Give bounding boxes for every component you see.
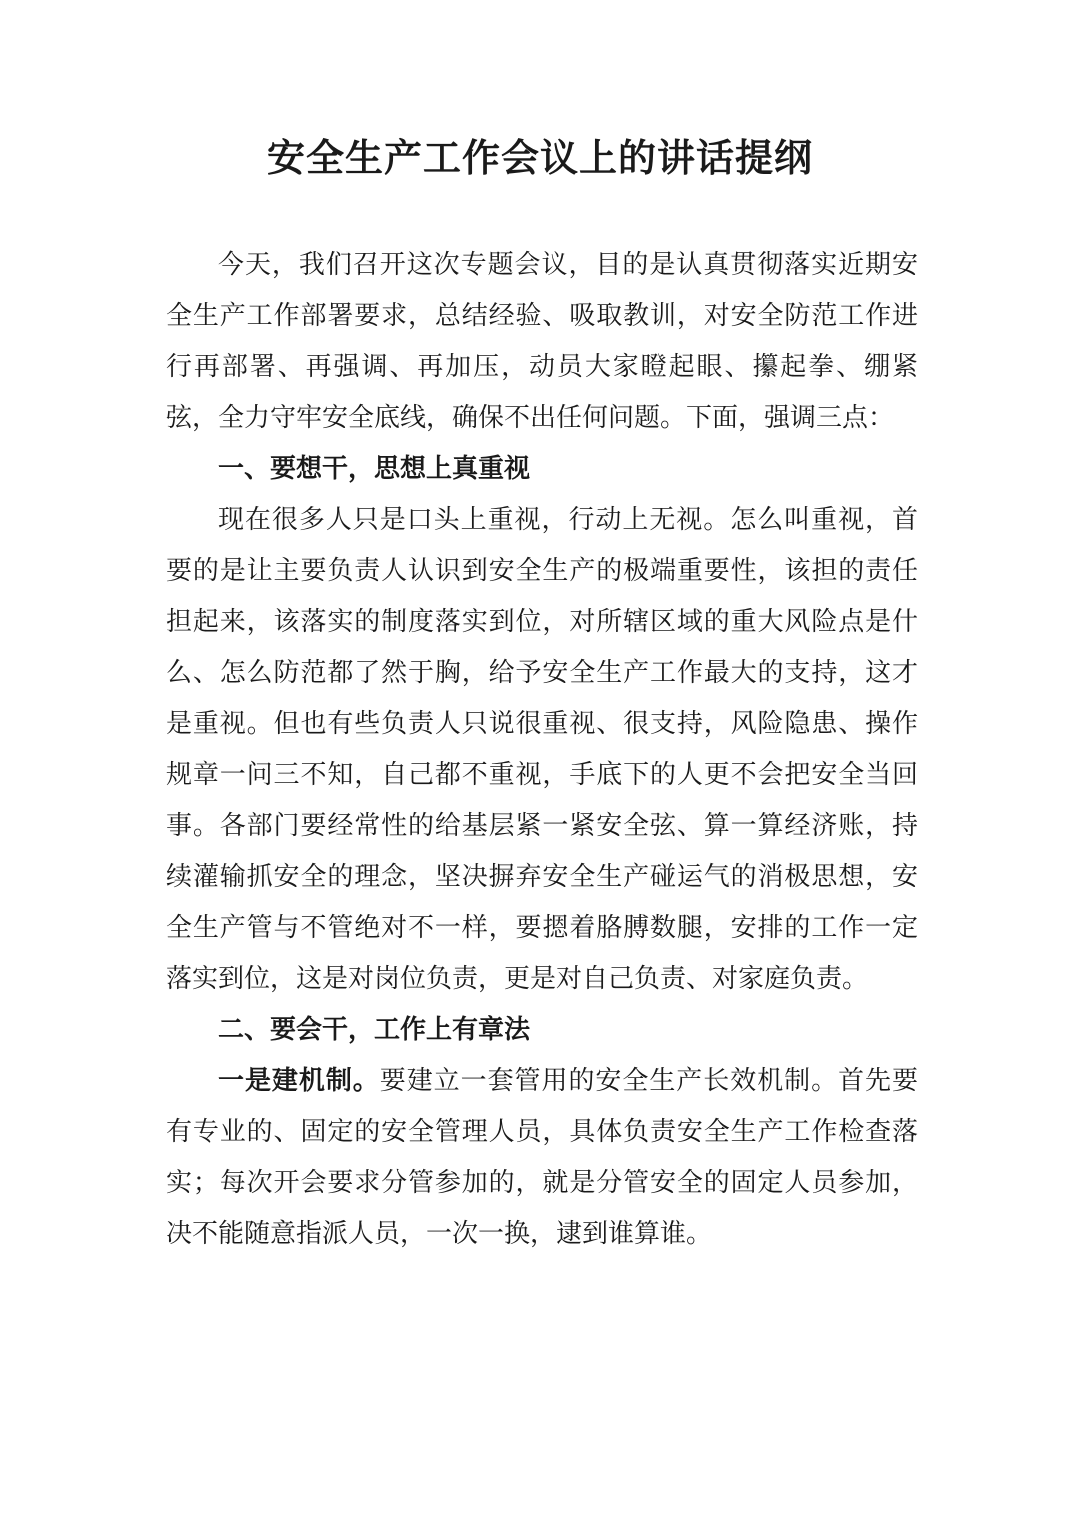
section-1-paragraph: 现在很多人只是口头上重视，行动上无视。怎么叫重视，首要的是让主要负责人认识到安全生产的极端重要性，该担的责任担起来，该落实的制度落实到位，对所辖区域的重大风险点是什么、怎么防范都了然于胸，给予安全生产工作最大的支持，这才是重视。但也有些负责人只说很重视、很支持，风险隐患、操作规章一问三不知，自己都不重视，手底下的人更不会把安全当回事。各部门要经常性的给基层紧一紧安全弦、算一算经济账，持续灌输抓安全的理念，坚决摒弃安全生产碰运气的消极思想，安全生产管与不管绝对不一样，要摁着胳膊数腿，安排的工作一定落实到位，这是对岗位负责，更是对自己负责、对家庭负责。 — [166, 505, 918, 994]
document-title: 安全生产工作会议上的讲话提纲 — [266, 135, 813, 180]
section-2-item-1 — [166, 1056, 918, 1260]
section-2-heading: 二、要会干，工作上有章法 — [218, 1015, 531, 1045]
section-2-item-1-text: 要建立一套管用的安全生产长效机制。首先要有专业的、固定的安全管理人员，具体负责安全生产工作检查落实；每次开会要求分管参加的，就是分管安全的固定人员参加，决不能随意指派人员，一次一换，逮到谁算谁。 — [166, 1066, 918, 1249]
document-body — [166, 240, 918, 1260]
section-1-heading: 一、要想干，思想上真重视 — [218, 454, 531, 484]
intro-paragraph: 今天，我们召开这次专题会议，目的是认真贯彻落实近期安全生产工作部署要求，总结经验、吸取教训，对安全防范工作进行再部署、再强调、再加压，动员大家瞪起眼、攥起拳、绷紧弦，全力守牢安全底线，确保不出任何问题。下面，强调三点： — [166, 250, 918, 433]
section-2-item-1-lead: 一是建机制。 — [218, 1066, 380, 1096]
